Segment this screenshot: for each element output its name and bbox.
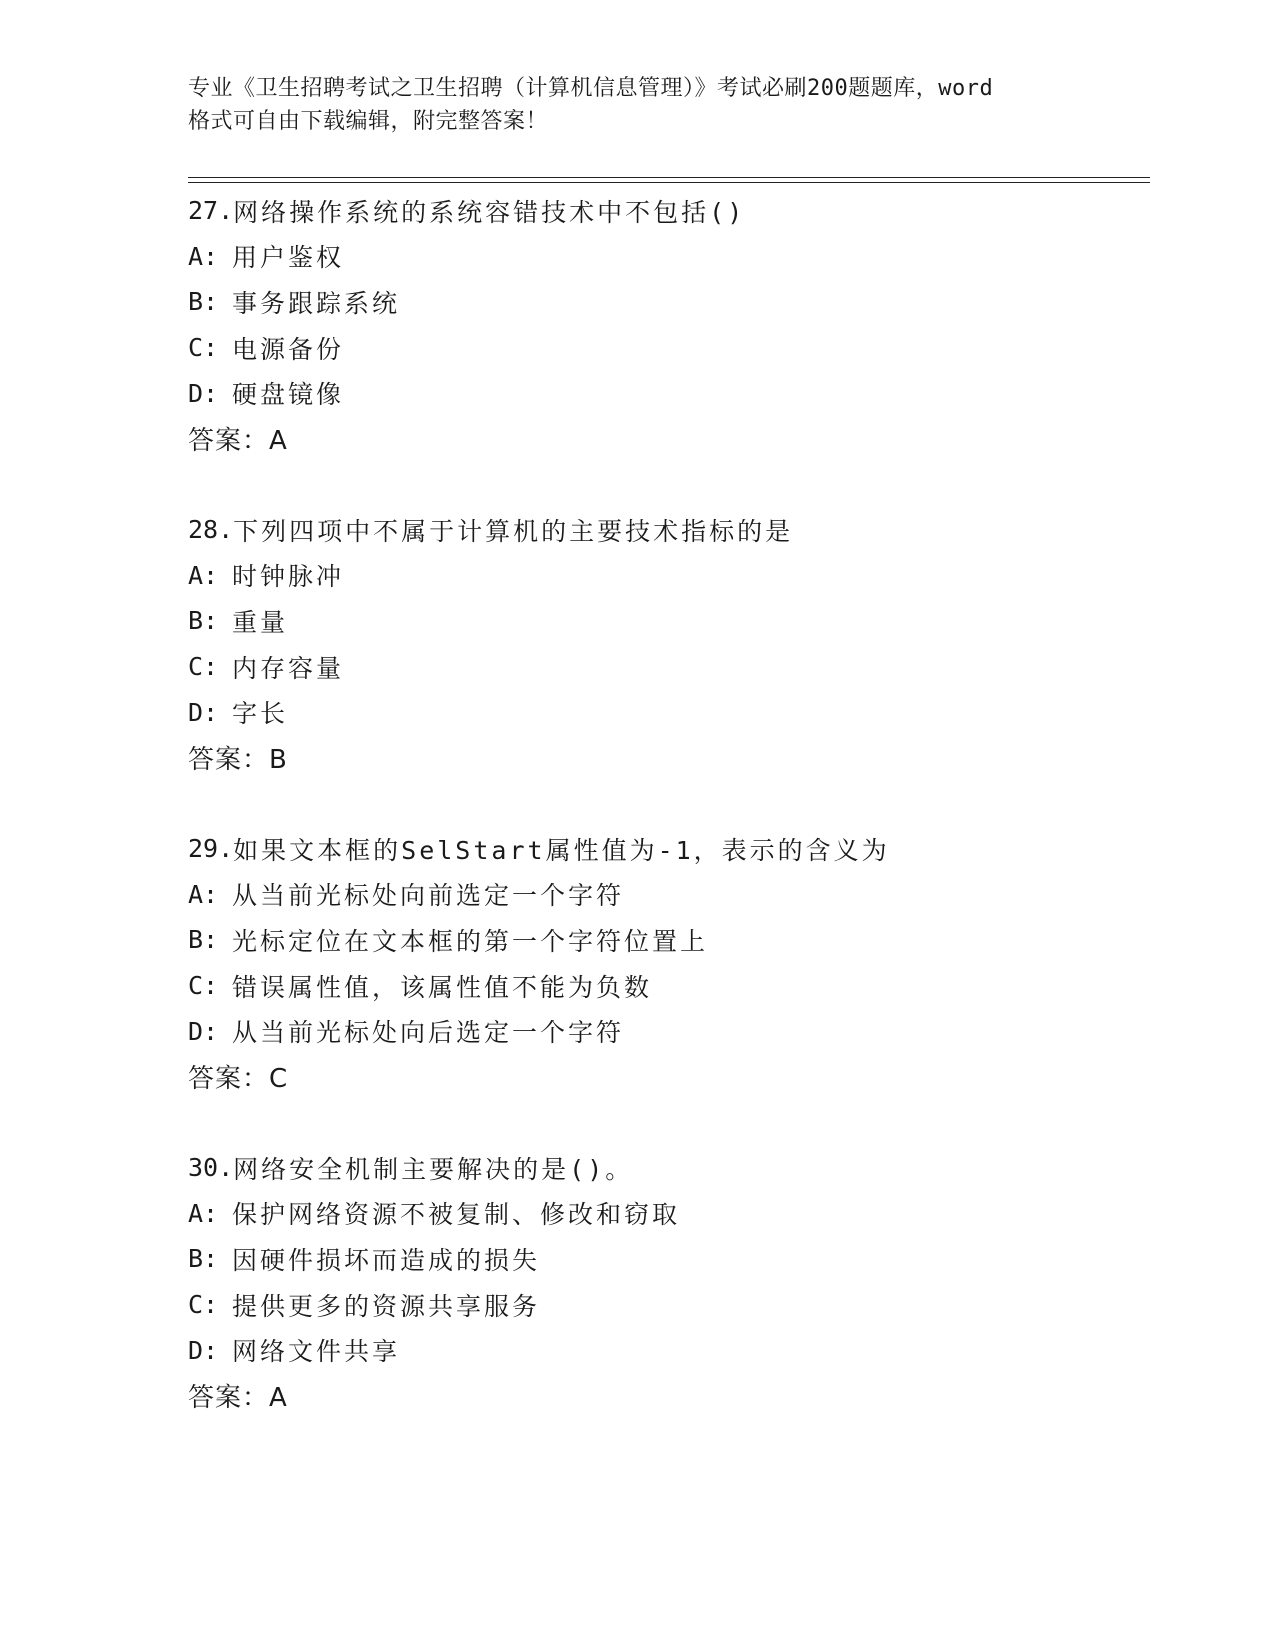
option-text: 光标定位在文本框的第一个字符位置上 (232, 926, 709, 956)
option-letter: B: (188, 1244, 219, 1274)
question-text: 网络操作系统的系统容错技术中不包括() (233, 197, 746, 227)
question-text: 下列四项中不属于计算机的主要技术指标的是 (233, 516, 794, 546)
option-b (188, 279, 1148, 325)
question-text: 网络安全机制主要解决的是()。 (233, 1154, 634, 1184)
question-stem (188, 1145, 1148, 1191)
answer: 答案：A (188, 1383, 288, 1414)
header-divider-top (188, 177, 1150, 178)
answer: 答案：C (188, 1064, 289, 1095)
option-letter: C: (188, 333, 219, 363)
option-a (188, 553, 1148, 599)
question-stem (188, 188, 1148, 234)
option-text: 从当前光标处向前选定一个字符 (232, 881, 625, 911)
question-number: 30. (188, 1153, 234, 1183)
option-text: 提供更多的资源共享服务 (232, 1291, 541, 1321)
option-text: 网络文件共享 (232, 1337, 401, 1367)
option-letter: B: (188, 606, 219, 636)
option-a (188, 1191, 1148, 1237)
option-text: 用户鉴权 (232, 243, 345, 273)
option-text: 从当前光标处向后选定一个字符 (232, 1018, 625, 1048)
option-letter: A: (188, 879, 219, 909)
option-letter: C: (188, 652, 219, 682)
question-number: 29. (188, 834, 234, 864)
answer: 答案：A (188, 426, 288, 457)
answer: 答案：B (188, 745, 288, 776)
option-text: 内存容量 (232, 653, 345, 683)
option-letter: D: (188, 1016, 219, 1046)
option-text: 因硬件损坏而造成的损失 (232, 1245, 541, 1275)
option-a (188, 872, 1148, 918)
question-stem (188, 826, 1148, 872)
option-d (188, 1008, 1148, 1054)
option-letter: D: (188, 378, 219, 408)
question-stem (188, 507, 1148, 553)
option-text: 错误属性值，该属性值不能为负数 (232, 972, 653, 1002)
option-letter: D: (188, 697, 219, 727)
option-c (188, 1282, 1148, 1328)
question-27 (188, 188, 1148, 507)
document-header (188, 72, 1088, 138)
option-d (188, 370, 1148, 416)
option-letter: B: (188, 925, 219, 955)
option-d (188, 1327, 1148, 1373)
question-text: 如果文本框的SelStart属性值为-1，表示的含义为 (233, 835, 890, 865)
option-b (188, 598, 1148, 644)
option-d (188, 689, 1148, 735)
option-text: 保护网络资源不被复制、修改和窃取 (232, 1200, 681, 1230)
option-letter: C: (188, 971, 219, 1001)
option-letter: A: (188, 1198, 219, 1228)
option-text: 事务跟踪系统 (232, 288, 401, 318)
option-letter: B: (188, 287, 219, 317)
option-a (188, 234, 1148, 280)
option-text: 字长 (232, 699, 289, 729)
question-30 (188, 1145, 1148, 1464)
option-c (188, 644, 1148, 690)
question-number: 27. (188, 196, 234, 226)
option-letter: A: (188, 241, 219, 271)
question-list (188, 188, 1148, 1464)
option-b (188, 1236, 1148, 1282)
option-letter: A: (188, 560, 219, 590)
option-letter: D: (188, 1335, 219, 1365)
header-divider-bottom (188, 182, 1150, 183)
option-c (188, 325, 1148, 371)
option-letter: C: (188, 1290, 219, 1320)
option-text: 电源备份 (232, 334, 345, 364)
option-b (188, 917, 1148, 963)
question-28 (188, 507, 1148, 826)
header-line-1: 专业《卫生招聘考试之卫生招聘（计算机信息管理）》考试必刷200题题库，word (188, 76, 994, 101)
option-c (188, 963, 1148, 1009)
question-29 (188, 826, 1148, 1145)
option-text: 重量 (232, 607, 289, 637)
header-line-2: 格式可自由下载编辑，附完整答案！ (188, 109, 549, 134)
question-number: 28. (188, 515, 234, 545)
option-text: 硬盘镜像 (232, 380, 345, 410)
option-text: 时钟脉冲 (232, 562, 345, 592)
